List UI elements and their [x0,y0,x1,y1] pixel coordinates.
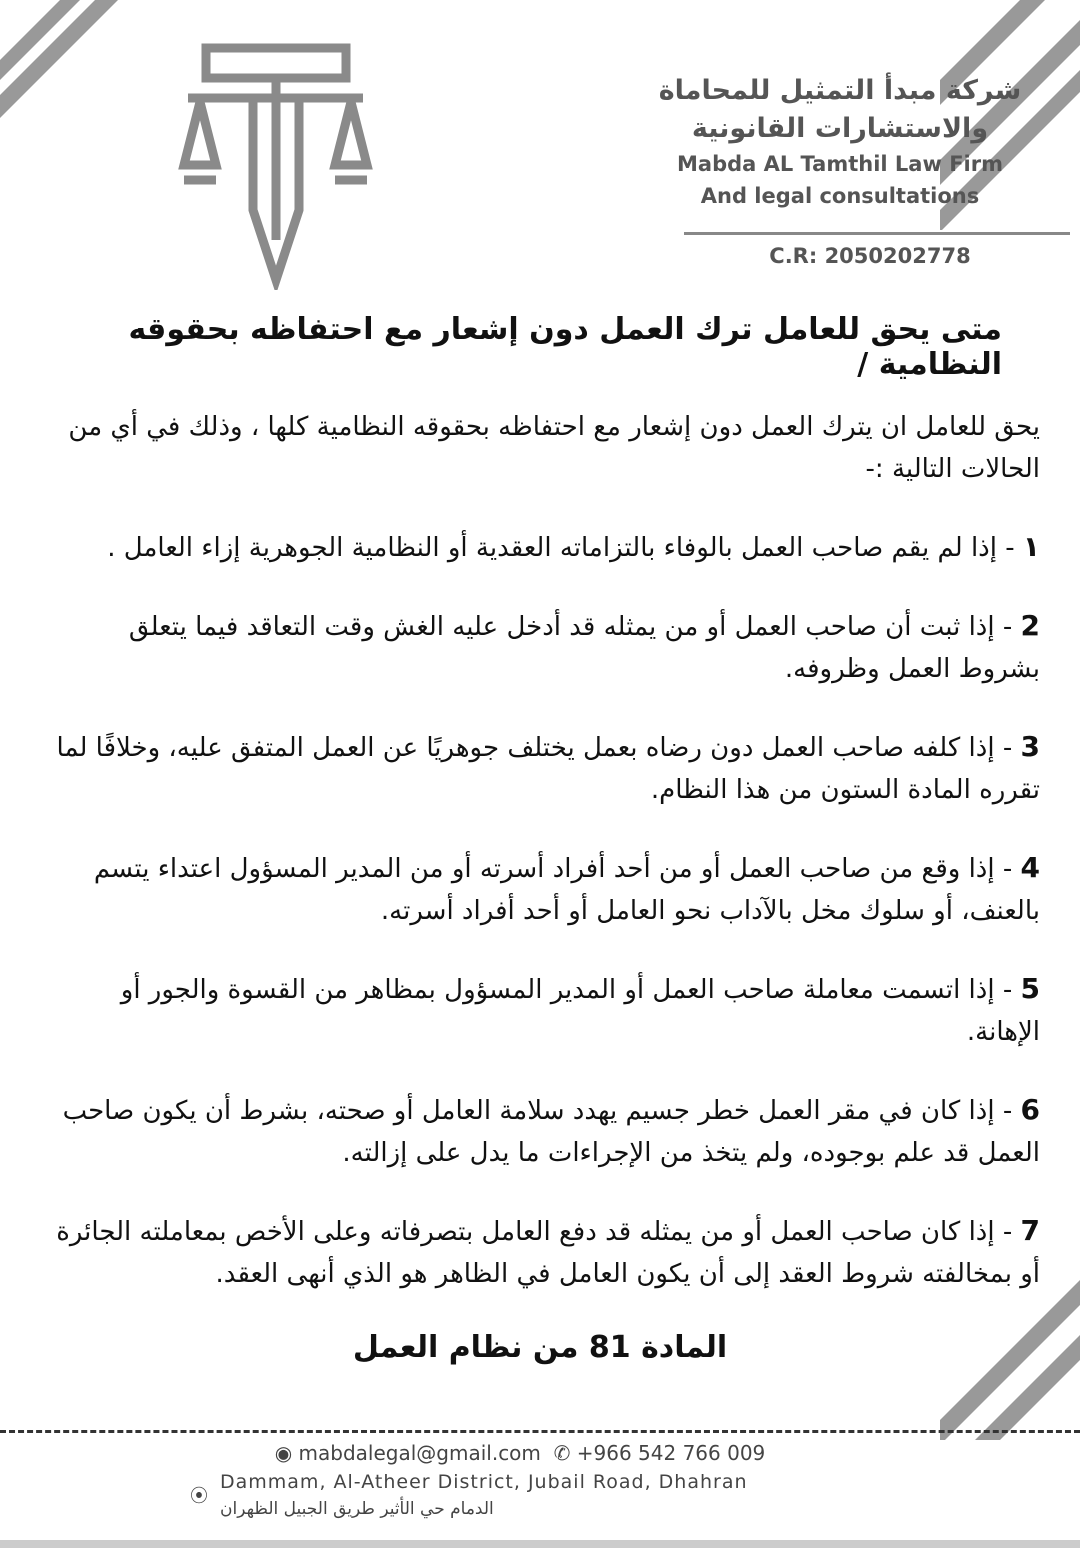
email: mabdalegal@gmail.com [298,1441,541,1465]
list-item: 5 - إذا اتسمت معاملة صاحب العمل أو المدير المسؤول بمظاهر من القسوة والجور أو الإهانة. [120,972,1040,1047]
list-item: 2 - إذا ثبت أن صاحب العمل أو من يمثله قد أدخل عليه الغش وقت التعاقد فيما يتعلق بشروط العمل وظروفه. [128,609,1040,684]
firm-name-en-2: And legal consultations [700,184,980,208]
corner-stripes-top-left [0,0,130,130]
list-item: 7 - إذا كان صاحب العمل أو من يمثله قد دفع العامل بتصرفاته وعلى الأخص بمعاملته الجائرة أو بمخالفته شروط العقد إلى أن يكون العامل في الظاهر هو الذي أنهى العقد. [56,1214,1040,1289]
firm-name [640,72,1040,212]
document-title: متى يحق للعامل ترك العمل دون إشعار مع احتفاظه بحقوقه النظامية / [128,312,1002,382]
list-item: ١ - إذا لم يقم صاحب العمل بالوفاء بالتزاماته العقدية أو النظامية الجوهرية إزاء العامل . [107,530,1040,563]
document-body [55,406,1040,1331]
phone: +966 542 766 009 [576,1441,766,1465]
scales-of-justice-logo [178,40,373,290]
list-item: 6 - إذا كان في مقر العمل خطر جسيم يهدد سلامة العامل أو صحته، بشرط أن يكون صاحب العمل قد علم بوجوده، ولم يتخذ من الإجراءات ما يدل على إزالته. [62,1093,1040,1168]
bottom-bar [0,1540,1080,1548]
firm-name-en-1: Mabda AL Tamthil Law Firm [677,152,1003,176]
footer [190,1438,850,1522]
commercial-registration: C.R: 2050202778 [769,244,971,268]
location-icon: ⦿ [190,1486,208,1507]
article-reference: المادة 81 من نظام العمل [352,1330,728,1365]
firm-name-ar-1: شركة مبدأ التمثيل للمحاماة [658,75,1022,106]
footer-divider [0,1430,1080,1433]
address-ar: الدمام حي الأثير طريق الجبيل الظهران [220,1499,494,1519]
phone-icon: ✆ [553,1441,571,1465]
list-item: 3 - إذا كلفه صاحب العمل دون رضاه بعمل يختلف جوهريًا عن العمل المتفق عليه، وخلافًا لما تقرره المادة الستون من هذا النظام. [56,730,1040,805]
email-icon: ◉ [274,1441,293,1465]
header-divider [684,232,1070,235]
address-en: Dammam, Al-Atheer District, Jubail Road, Dhahran [220,1471,748,1493]
list-item: 4 - إذا وقع من صاحب العمل أو من أحد أفراد أسرته أو من المدير المسؤول اعتداء يتسم بالعنف، أو سلوك مخل بالآداب نحو العامل أو أحد أفراد أسرته. [93,851,1040,926]
firm-name-ar-2: والاستشارات القانونية [691,113,989,144]
intro-paragraph: يحق للعامل ان يترك العمل دون إشعار مع احتفاظه بحقوقه النظامية كلها ، وذلك في أي من الحالات التالية :- [68,412,1040,484]
